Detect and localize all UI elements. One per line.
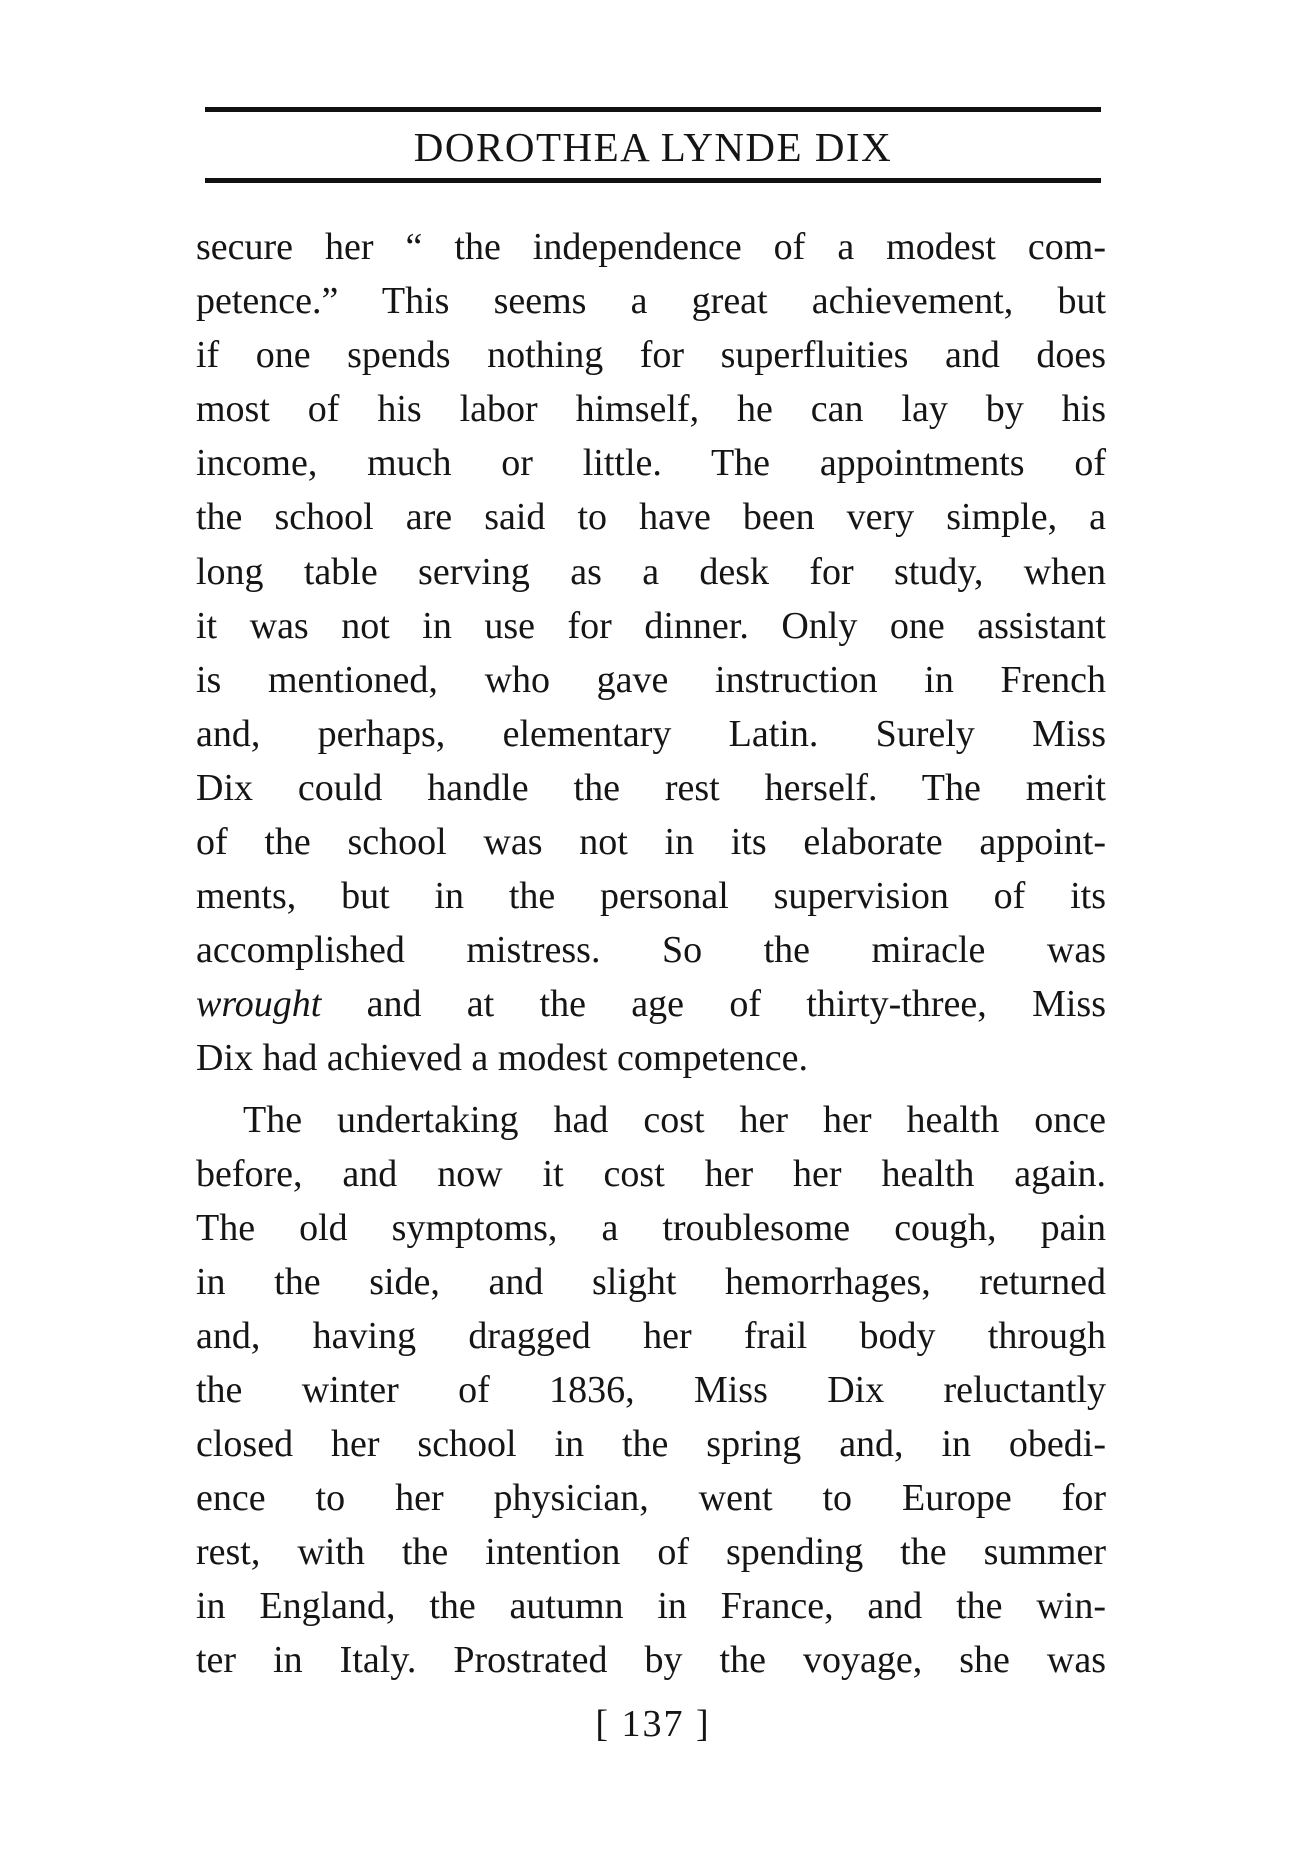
text-line-with-italic — [196, 977, 1106, 1031]
page-body — [196, 220, 1106, 1688]
text-line: petence.” This seems a great achievement, but — [196, 280, 1106, 323]
text-line: ments, but in the personal supervision of its — [196, 875, 1106, 918]
text-line: before, and now it cost her her health again. — [196, 1152, 1106, 1195]
paragraph-end-line: Dix had achieved a modest competence. — [196, 1037, 808, 1080]
text-line: The old symptoms, a troublesome cough, pain — [196, 1206, 1106, 1249]
text-line-rest: and at the age of thirty-three, Miss — [366, 983, 1106, 1026]
running-title: DOROTHEA LYNDE DIX — [413, 124, 893, 170]
text-line: secure her “ the independence of a modest com- — [196, 226, 1106, 268]
text-line: long table serving as a desk for study, when — [196, 550, 1106, 593]
text-line: rest, with the intention of spending the summer — [196, 1531, 1106, 1574]
text-line: it was not in use for dinner. Only one assistant — [196, 604, 1106, 647]
text-line: closed her school in the spring and, in obedi- — [196, 1423, 1106, 1466]
text-line: and, perhaps, elementary Latin. Surely Miss — [196, 712, 1106, 755]
text-line: is mentioned, who gave instruction in French — [196, 658, 1106, 701]
text-line: income, much or little. The appointments of — [196, 442, 1106, 485]
text-line: in the side, and slight hemorrhages, returned — [196, 1260, 1106, 1303]
text-line: most of his labor himself, he can lay by his — [196, 388, 1106, 431]
italic-word: wrought — [196, 983, 322, 1026]
text-line: in England, the autumn in France, and the win- — [196, 1585, 1106, 1628]
text-line: ter in Italy. Prostrated by the voyage, she was — [196, 1639, 1106, 1682]
header-rule-top — [205, 107, 1101, 112]
text-line: Dix could handle the rest herself. The merit — [196, 766, 1106, 809]
text-line: of the school was not in its elaborate appoint- — [196, 821, 1106, 864]
text-line: the winter of 1836, Miss Dix reluctantly — [196, 1368, 1106, 1411]
page-number: [ 137 ] — [595, 1703, 711, 1745]
text-line: and, having dragged her frail body through — [196, 1314, 1106, 1357]
text-line: the school are said to have been very simple, a — [196, 496, 1106, 539]
header-rule-bottom — [205, 178, 1101, 183]
paragraph-start-line: The undertaking had cost her her health once — [243, 1098, 1106, 1141]
text-line: ence to her physician, went to Europe for — [196, 1477, 1106, 1520]
text-line: accomplished mistress. So the miracle was — [196, 929, 1106, 972]
text-line: if one spends nothing for superfluities and does — [196, 334, 1106, 377]
